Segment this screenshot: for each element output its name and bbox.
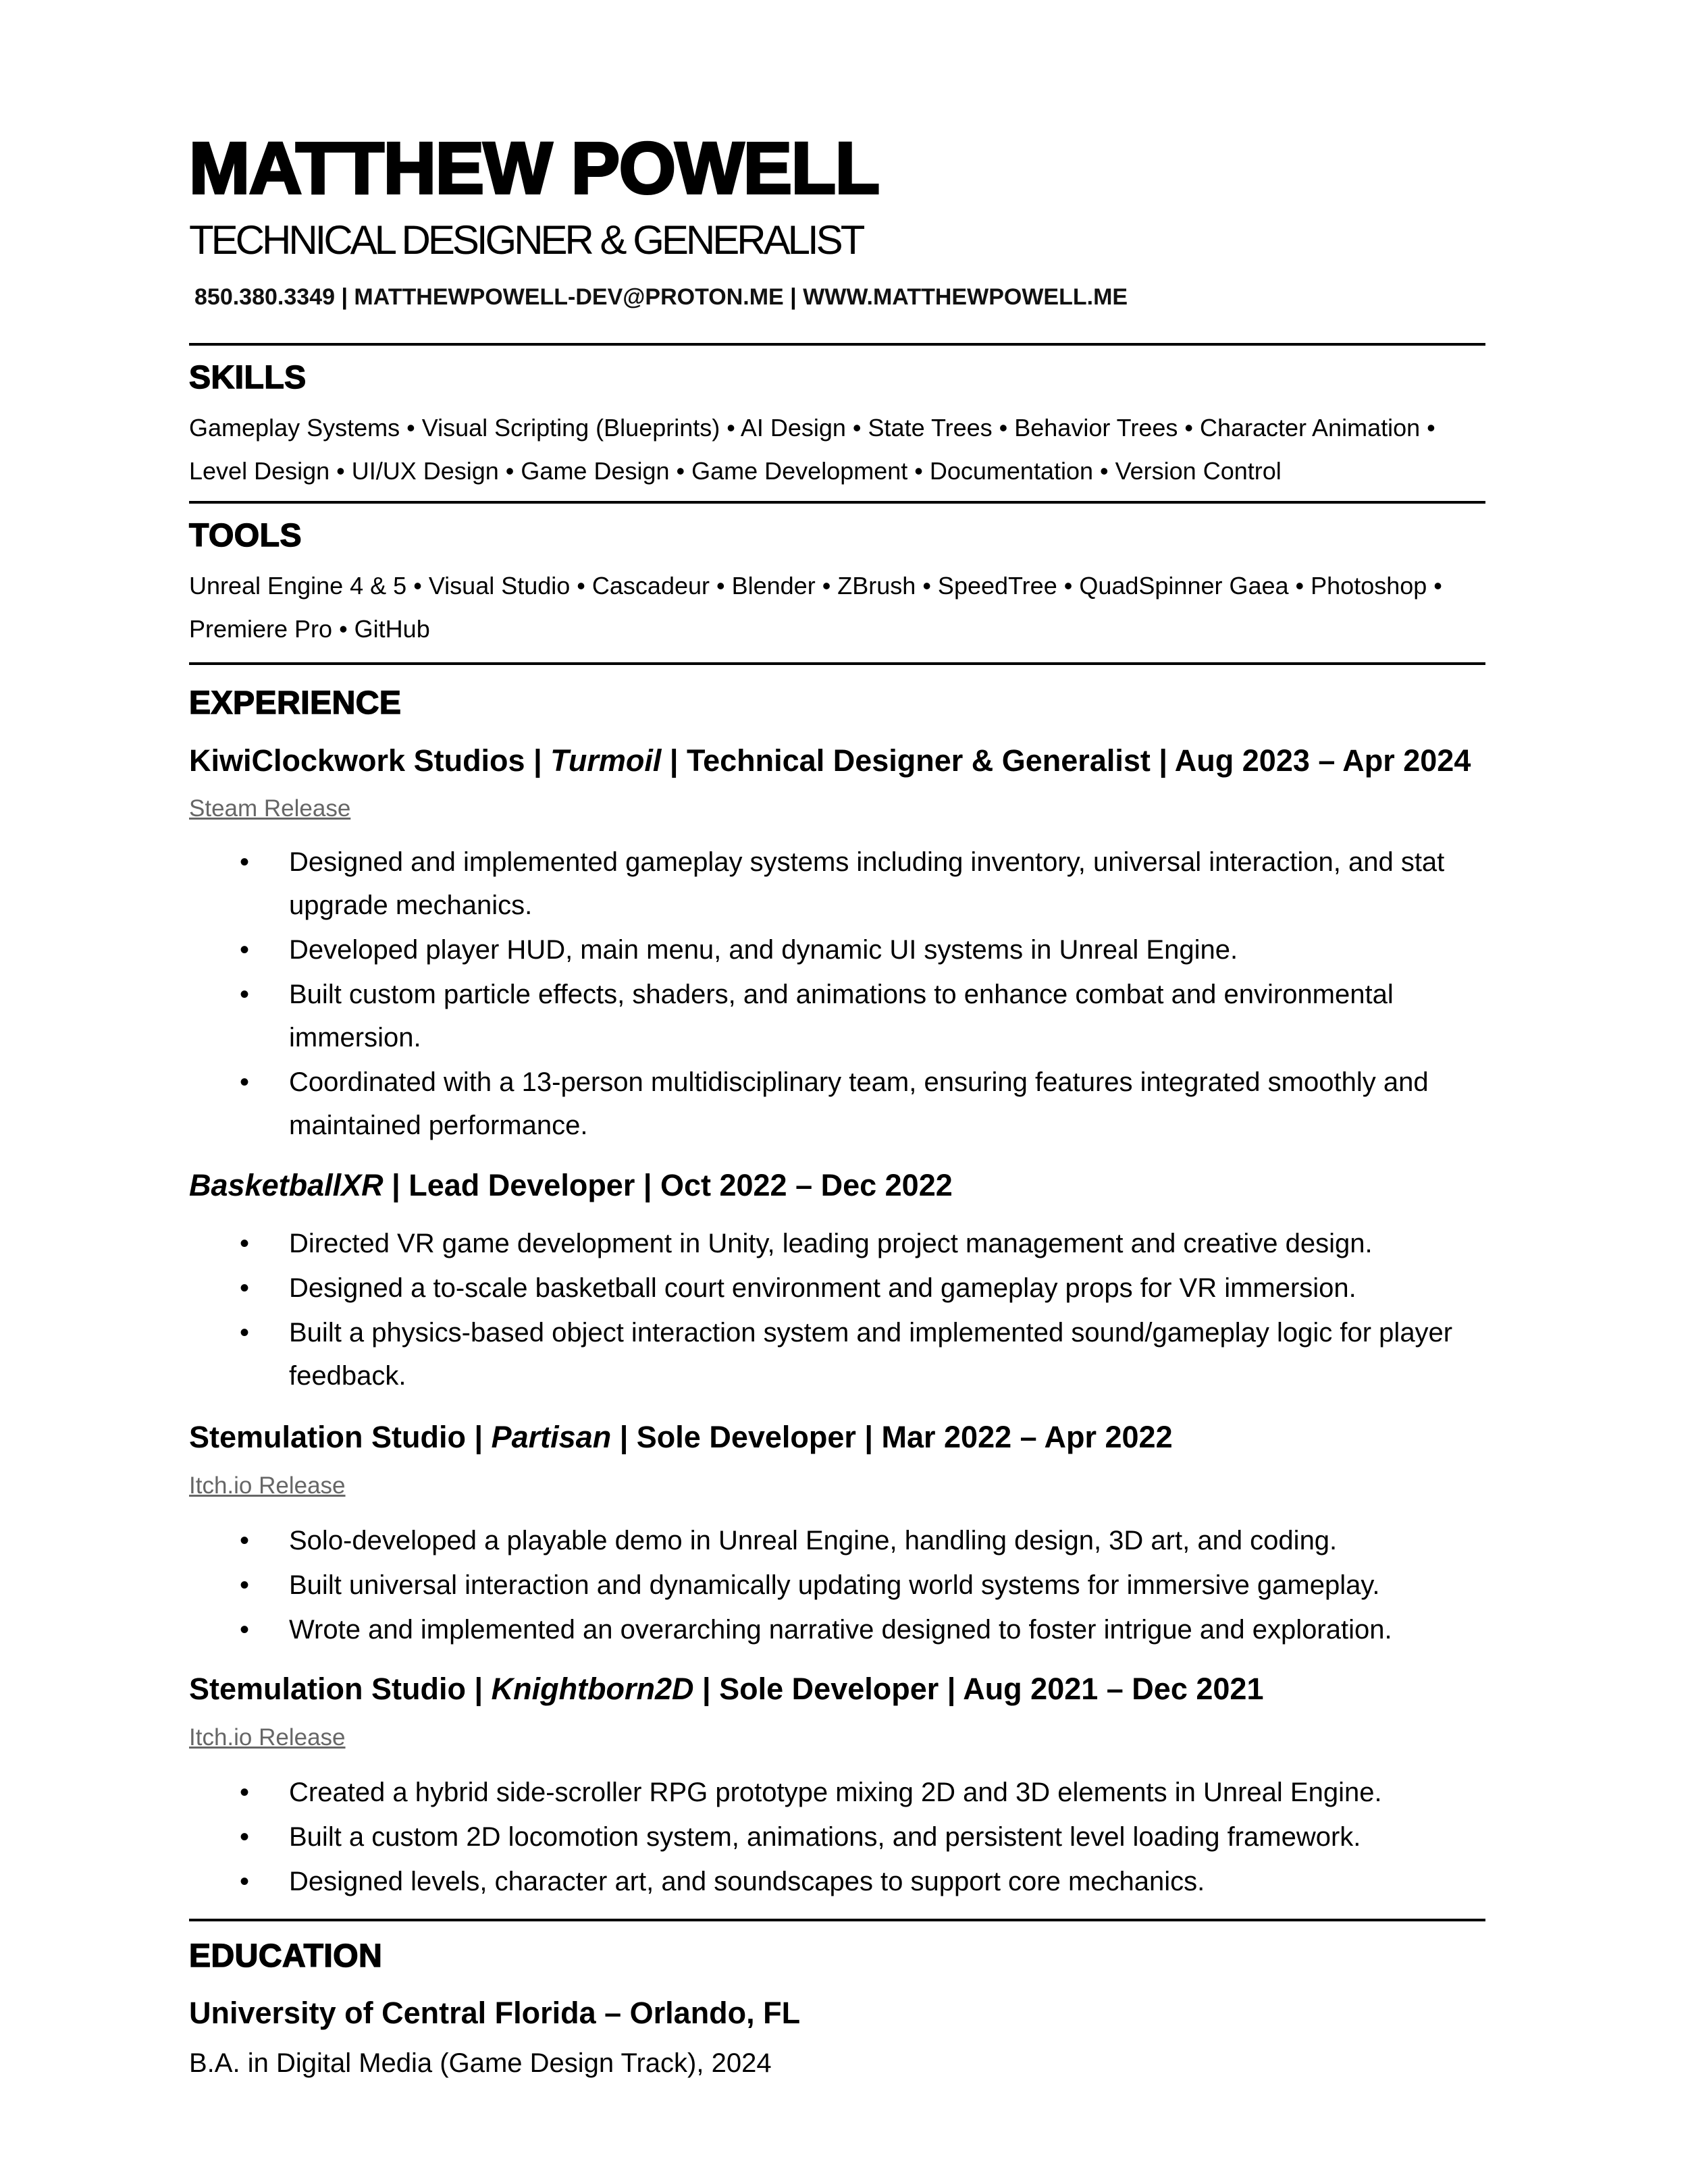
bullet-text: Designed and implemented gameplay systems including inventory, universal interaction, and stat: [289, 847, 1445, 877]
bullet-icon: •: [240, 1273, 250, 1303]
job-role-dates: | Sole Developer | Aug 2021 – Dec 2021: [693, 1672, 1264, 1706]
contact-separator: |: [341, 284, 348, 310]
job-company: Stemulation Studio |: [189, 1420, 492, 1454]
tools-line-2: Premiere Pro • GitHub: [189, 615, 430, 643]
bullet-text: Wrote and implemented an overarching narrative designed to foster intrigue and exploration.: [289, 1615, 1392, 1645]
candidate-title: TECHNICAL DESIGNER & GENERALIST: [189, 217, 863, 263]
contact-separator: |: [790, 284, 797, 310]
bullet-icon: •: [240, 1867, 250, 1896]
bullet-text: Built universal interaction and dynamically updating world systems for immersive gameplay.: [289, 1570, 1380, 1600]
job-role-dates: | Lead Developer | Oct 2022 – Dec 2022: [383, 1168, 953, 1202]
experience-heading: EXPERIENCE: [189, 685, 402, 721]
bullet-text: Built custom particle effects, shaders, and animations to enhance combat and environmental: [289, 980, 1394, 1009]
bullet-icon: •: [240, 1822, 250, 1852]
job-project: Partisan: [491, 1420, 612, 1454]
email-address[interactable]: MATTHEWPOWELL-DEV@PROTON.ME: [354, 284, 784, 310]
bullet-icon: •: [240, 1570, 250, 1600]
education-heading: EDUCATION: [189, 1938, 383, 1974]
bullet-icon: •: [240, 1318, 250, 1348]
section-divider: [189, 1919, 1485, 1921]
tools-line-1: Unreal Engine 4 & 5 • Visual Studio • Cascadeur • Blender • ZBrush • SpeedTree • QuadSpinner Gaea • Photoshop •: [189, 572, 1442, 600]
bullet-text-continued: immersion.: [289, 1023, 421, 1053]
bullet-icon: •: [240, 1067, 250, 1097]
bullet-icon: •: [240, 1778, 250, 1807]
bullet-icon: •: [240, 980, 250, 1009]
section-divider: [189, 501, 1485, 504]
tools-heading: TOOLS: [189, 518, 302, 554]
job-company: KiwiClockwork Studios |: [189, 743, 551, 778]
bullet-text: Directed VR game development in Unity, leading project management and creative design.: [289, 1229, 1373, 1258]
job-title-line: [189, 745, 1471, 776]
skills-line-1: Gameplay Systems • Visual Scripting (Blueprints) • AI Design • State Trees • Behavior Trees • Character Animation •: [189, 414, 1435, 442]
section-divider: [189, 662, 1485, 665]
contact-line: [194, 286, 1128, 309]
website-link[interactable]: WWW.MATTHEWPOWELL.ME: [803, 284, 1128, 310]
bullet-text: Built a custom 2D locomotion system, animations, and persistent level loading framework.: [289, 1822, 1361, 1852]
job-title-line: [189, 1674, 1263, 1704]
bullet-icon: •: [240, 1526, 250, 1555]
bullet-text: Built a physics-based object interaction system and implemented sound/gameplay logic for player: [289, 1318, 1453, 1348]
phone-number: 850.380.3349: [194, 284, 335, 310]
education-degree: B.A. in Digital Media (Game Design Track), 2024: [189, 2048, 772, 2078]
job-title-line: [189, 1422, 1173, 1452]
skills-line-2: Level Design • UI/UX Design • Game Design • Game Development • Documentation • Version Control: [189, 457, 1282, 485]
bullet-icon: •: [240, 1229, 250, 1258]
section-divider: [189, 343, 1485, 346]
bullet-text: Designed a to-scale basketball court environment and gameplay props for VR immersion.: [289, 1273, 1356, 1303]
bullet-text: Solo-developed a playable demo in Unreal Engine, handling design, 3D art, and coding.: [289, 1526, 1338, 1555]
steam-release-link[interactable]: Steam Release: [189, 795, 351, 822]
bullet-icon: •: [240, 935, 250, 965]
education-school: University of Central Florida – Orlando, FL: [189, 1996, 801, 2030]
bullet-text: Developed player HUD, main menu, and dynamic UI systems in Unreal Engine.: [289, 935, 1238, 965]
job-role-dates: | Technical Designer & Generalist | Aug 2023 – Apr 2024: [661, 743, 1471, 778]
skills-heading: SKILLS: [189, 360, 307, 396]
itchio-release-link[interactable]: Itch.io Release: [189, 1472, 346, 1499]
bullet-icon: •: [240, 1615, 250, 1645]
job-company: Stemulation Studio |: [189, 1672, 492, 1706]
candidate-name: MATTHEW POWELL: [189, 127, 879, 209]
job-title-line: [189, 1170, 953, 1200]
bullet-text-continued: upgrade mechanics.: [289, 890, 533, 920]
itchio-release-link[interactable]: Itch.io Release: [189, 1724, 346, 1751]
bullet-text: Coordinated with a 13-person multidisciplinary team, ensuring features integrated smoothly and: [289, 1067, 1429, 1097]
bullet-text-continued: maintained performance.: [289, 1111, 588, 1140]
bullet-icon: •: [240, 847, 250, 877]
bullet-text-continued: feedback.: [289, 1361, 406, 1391]
job-project: BasketballXR: [189, 1168, 384, 1202]
job-project: Knightborn2D: [491, 1672, 694, 1706]
job-role-dates: | Sole Developer | Mar 2022 – Apr 2022: [611, 1420, 1173, 1454]
bullet-text: Created a hybrid side-scroller RPG prototype mixing 2D and 3D elements in Unreal Engine.: [289, 1778, 1382, 1807]
bullet-text: Designed levels, character art, and soundscapes to support core mechanics.: [289, 1867, 1205, 1896]
job-project: Turmoil: [550, 743, 662, 778]
